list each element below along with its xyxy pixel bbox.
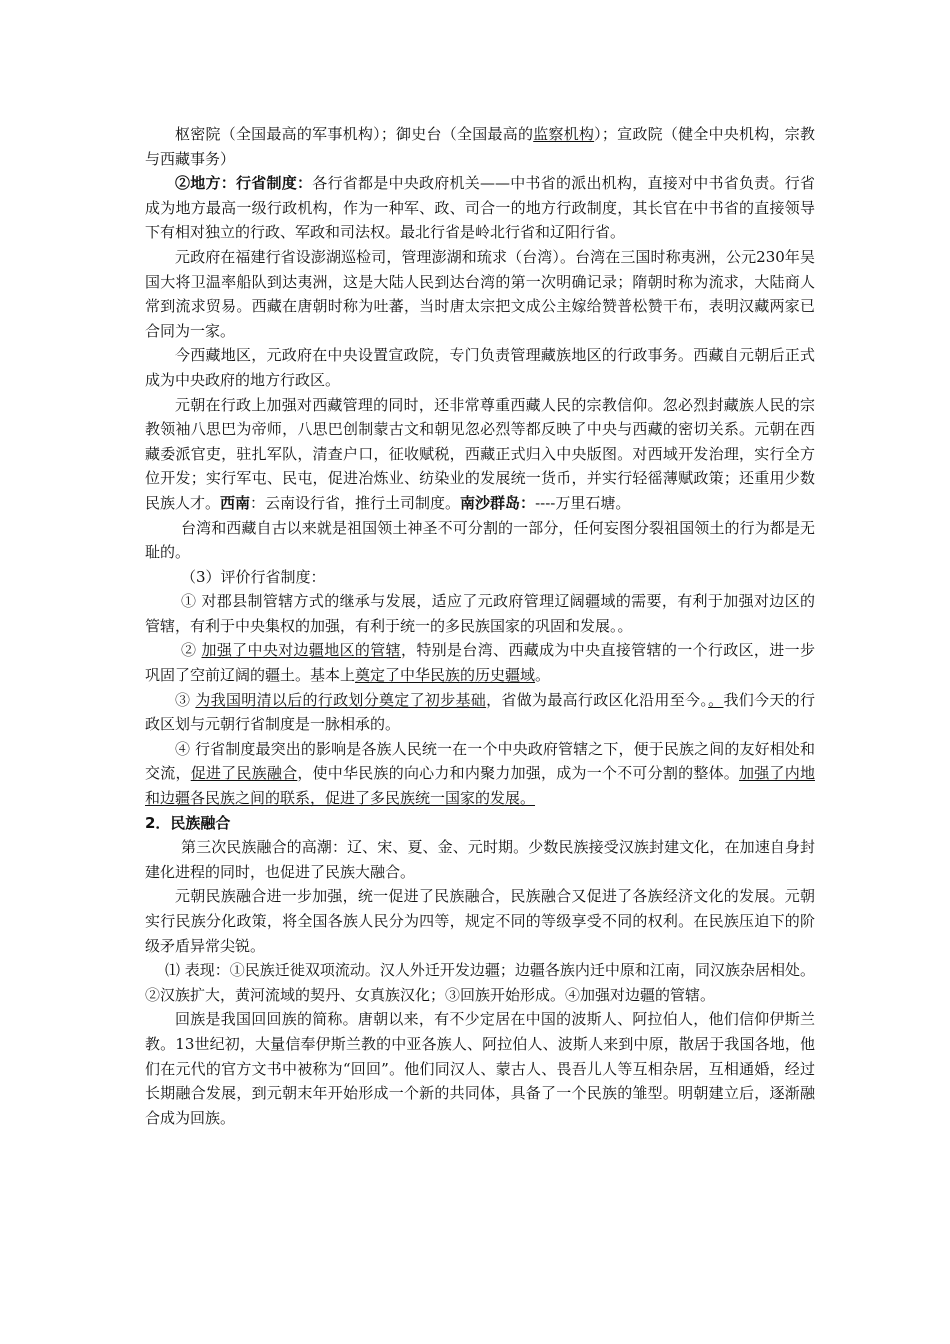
paragraph-third-fusion: 第三次民族融合的高潮：辽、宋、夏、金、元时期。少数民族接受汉族封建文化，在加速自身封建化进程的同时，也促进了民族大融合。 <box>145 838 815 881</box>
paragraph-hui-people: 回族是我国回回族的简称。唐朝以来，有不少定居在中国的波斯人、阿拉伯人，他们信仰伊斯兰教。13世纪初，大量信奉伊斯兰教的中亚各族人、阿拉伯人、波斯人来到中原，散居于我国各地，他们在元代的官方文书中被称为“回回”。他们同汉人、蒙古人、畏吾儿人等互相杂居，互相通婚，经过长期融合发展，到元朝末年开始形成一个新的共同体，具备了一个民族的雏型。明朝建立后，逐渐融合成为回族。 <box>145 1010 815 1127</box>
bold-text: 西南 <box>220 493 251 512</box>
underlined-text: 。 <box>708 690 724 709</box>
text-span: ③ <box>175 690 196 709</box>
underlined-text: 加强了内地和边疆各民族之间的联系，促进了多民族统一国家的发展。 <box>145 764 815 808</box>
text-span: ：云南设行省，推行土司制度。 <box>250 493 461 512</box>
underlined-text: 监察机构 <box>533 125 595 143</box>
paragraph-central-agencies <box>145 122 815 171</box>
text-span: ，省做为最高行政区化沿用至今。 <box>486 690 709 709</box>
text-span: 枢密院（全国最高的军事机构）；御史台（全国最高的 <box>175 125 534 143</box>
text-span: ）；宣政院（健全中央机构，宗教与西藏事务） <box>145 125 815 168</box>
text-span: ② <box>181 641 202 660</box>
text-span: 各行省都是中央政府机关——中书省的派出机构，直接对中书省负责。行省成为地方最高一级行政机构，作为一种军、政、司合一的地方行政制度，其长官在中书省的直接领导下有相对独立的行政、军政和司法权。最北行省是岭北行省和辽阳行省。 <box>145 174 815 242</box>
text-span: ，使中华民族的向心力和内聚力加强，成为一个不可分割的整体。 <box>297 764 740 783</box>
paragraph-evaluation-heading: （3）评价行省制度： <box>181 567 326 586</box>
underlined-text: 加强了中央对边疆地区的管辖 <box>201 641 401 660</box>
paragraph-evaluation-3 <box>145 688 815 737</box>
text-span: ④ 行省制度最突出的影响是各族人民统一在一个中央政府管辖之下，便于民族之间的友好相处和交流， <box>145 739 815 783</box>
bold-text: 南沙群岛： <box>460 493 536 512</box>
bold-heading-text: ②地方：行省制度： <box>175 174 313 193</box>
text-span: 我们今天的行政区划与元朝行省制度是一脉相承的。 <box>145 690 815 734</box>
text-span: ，特别是台湾、西藏成为中央直接管辖的一个行政区，进一步巩固了空前辽阔的疆土。基本上 <box>145 641 815 685</box>
text-span: 元朝在行政上加强对西藏管理的同时，还非常尊重西藏人民的宗教信仰。忽必烈封藏族人民的宗教领袖八思巴为帝师，八思巴创制蒙古文和朝见忽必烈等都反映了中央与西藏的密切关系。元朝在西藏委派官吏，驻扎军队，清查户口，征收赋税，西藏正式归入中央版图。对西域开发治理，实行全方位开发；实行军屯、民屯，促进冶炼业、纺染业的发展统一货币，并实行轻徭薄赋政策；还重用少数民族人才。 <box>145 395 815 512</box>
section-heading-ethnic-fusion: 2．民族融合 <box>145 813 231 832</box>
paragraph-tibet-religion <box>145 393 815 516</box>
paragraph-provincial-system <box>145 171 815 245</box>
paragraph-territory: 台湾和西藏自古以来就是祖国领土神圣不可分割的一部分，任何妄图分裂祖国领土的行为都是无耻的。 <box>145 518 815 562</box>
paragraph-tibet-admin: 今西藏地区，元政府在中央设置宣政院，专门负责管理藏族地区的行政事务。西藏自元朝后正式成为中央政府的地方行政区。 <box>145 346 815 389</box>
paragraph-yuan-fusion: 元朝民族融合进一步加强，统一促进了民族融合，民族融合又促进了各族经济文化的发展。元朝实行民族分化政策，将全国各族人民分为四等，规定不同的等级享受不同的权利。在民族压迫下的阶级矛盾异常尖锐。 <box>145 887 815 955</box>
document-page <box>145 122 815 1130</box>
paragraph-evaluation-1: ① 对郡县制管辖方式的继承与发展，适应了元政府管理辽阔疆域的需要，有利于加强对边区的管辖，有利于中央集权的加强，有利于统一的多民族国家的巩固和发展。。 <box>145 592 815 635</box>
underlined-text: 促进了民族融合 <box>190 764 298 783</box>
text-span: ----万里石塘。 <box>535 493 631 512</box>
underlined-text: 奠定了中华民族的历史疆域 <box>355 666 536 685</box>
paragraph-manifestations: ⑴ 表现：①民族迁徙双项流动。汉人外迁开发边疆；边疆各族内迁中原和江南，同汉族杂居相处。②汉族扩大，黄河流域的契丹、女真族汉化；③回族开始形成。④加强对边疆的管辖。 <box>145 961 815 1004</box>
paragraph-evaluation-4 <box>145 737 815 811</box>
paragraph-evaluation-2 <box>145 638 815 687</box>
paragraph-taiwan: 元政府在福建行省设澎湖巡检司，管理澎湖和琉求（台湾）。台湾在三国时称夷洲，公元230年吴国大将卫温率船队到达夷洲，这是大陆人民到达台湾的第一次明确记录；隋朝时称为流求，大陆商人常到流求贸易。西藏在唐朝时称为吐蕃，当时唐太宗把文成公主嫁给赞普松赞干布，表明汉藏两家已合同为一家。 <box>145 247 815 340</box>
text-span: 。 <box>535 666 551 685</box>
underlined-text: 为我国明清以后的行政划分奠定了初步基础 <box>195 690 487 709</box>
